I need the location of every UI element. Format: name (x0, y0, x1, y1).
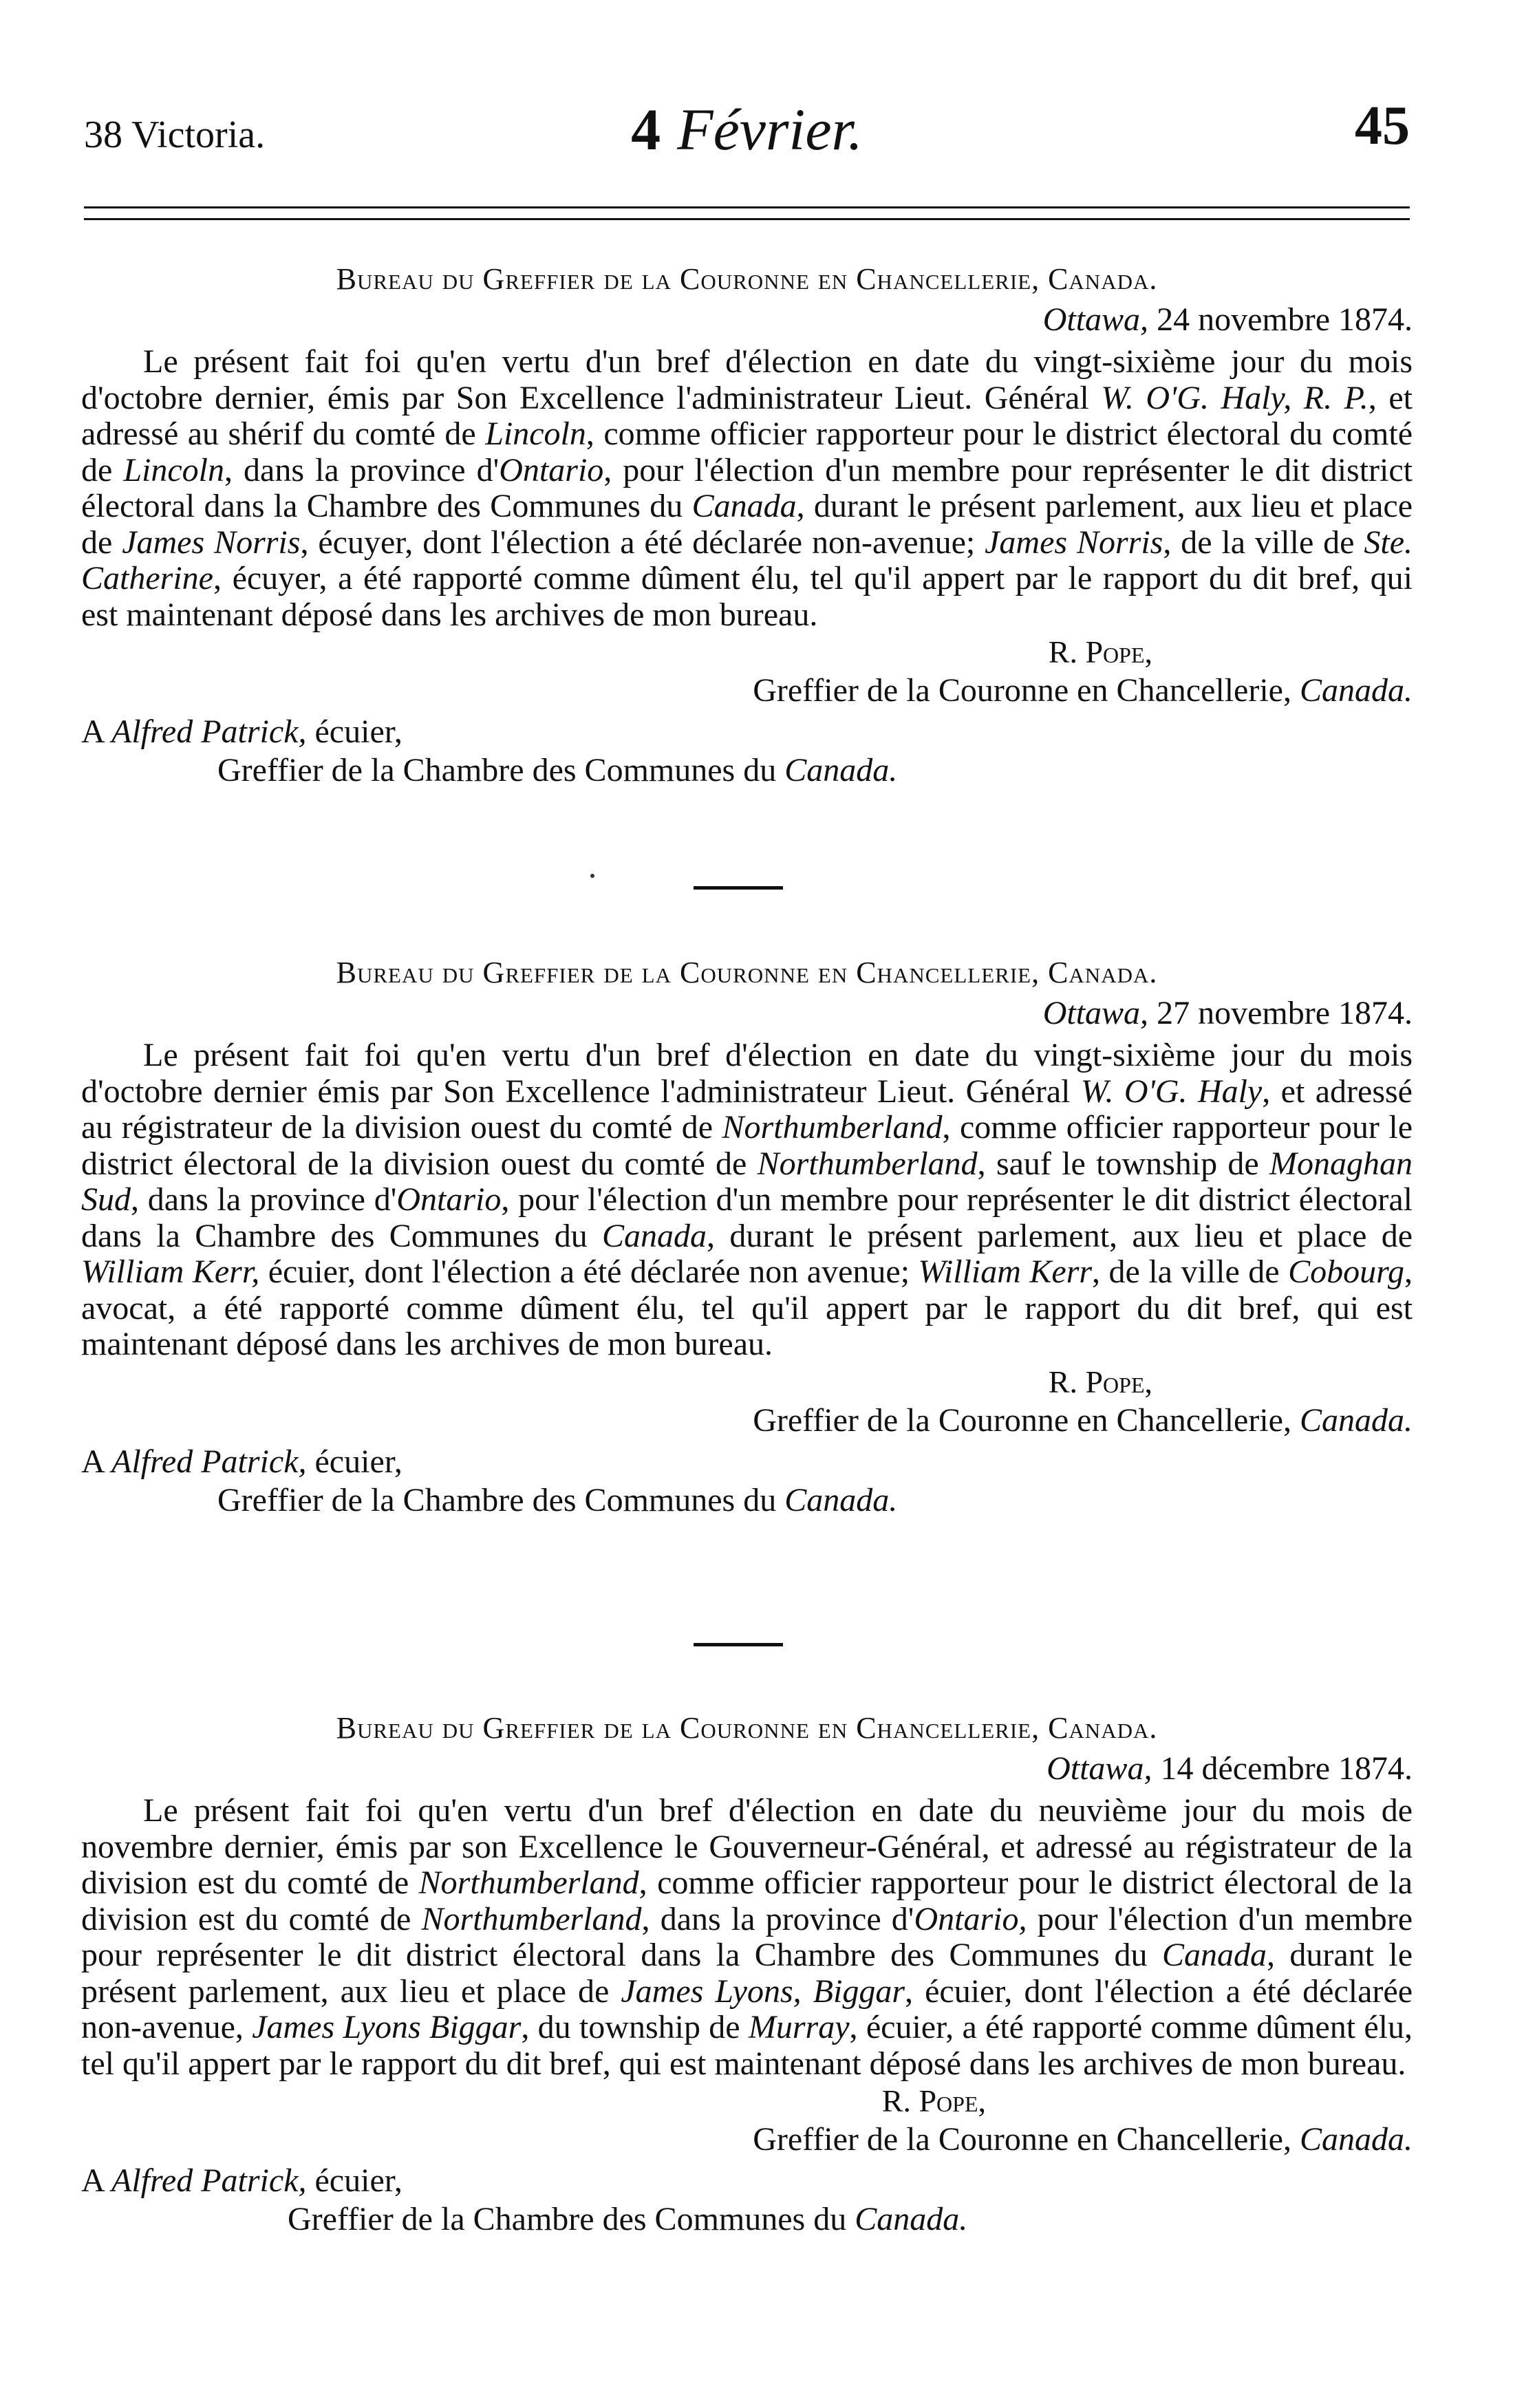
header-rule (84, 206, 1410, 220)
signatory-title (81, 1401, 1413, 1440)
addressee (81, 2162, 1413, 2200)
session-label: 38 Victoria. (84, 114, 266, 156)
notice (81, 955, 1413, 1520)
addressee-role (81, 751, 1413, 790)
addressee-role-text: Greffier de la Chambre des Communes du (217, 752, 785, 788)
addressee-role-text: Greffier de la Chambre des Communes du (288, 2201, 855, 2237)
italic-run: Cobourg (1288, 1254, 1404, 1290)
italic-run: Monaghan Sud (81, 1145, 1413, 1218)
addressee-title: écuier, (306, 2162, 403, 2199)
addressee-role-country: Canada. (855, 2201, 968, 2237)
addressee-name: Alfred Patrick, (111, 713, 307, 750)
italic-run: James Lyons, Biggar (621, 1972, 905, 2010)
signatory-title-text: Greffier de la Couronne en Chancellerie, (753, 672, 1300, 709)
addressee-name: Alfred Patrick, (111, 1443, 307, 1480)
section-separator (694, 886, 783, 890)
addressee-prefix: A (81, 713, 112, 750)
addressee-role (81, 1481, 1413, 1520)
running-head (84, 81, 1410, 162)
section-separator (694, 1643, 783, 1646)
italic-run: James Lyons Biggar (252, 2009, 522, 2045)
page-date (84, 95, 1410, 164)
italic-run: Ontario (499, 451, 604, 488)
signatory-title-text: Greffier de la Couronne en Chancellerie, (753, 2121, 1300, 2158)
page-number: 45 (1355, 96, 1410, 156)
print-speck (590, 874, 594, 878)
notice (81, 261, 1413, 790)
signatory-title (81, 2120, 1413, 2159)
date-city: Ottawa, (1042, 995, 1149, 1031)
date-day: 4 (631, 96, 661, 162)
addressee-role-country: Canada. (784, 1481, 898, 1518)
italic-run: James Norris (122, 524, 301, 561)
italic-run: Ontario (396, 1181, 502, 1218)
signatory-title-country: Canada. (1299, 1401, 1413, 1439)
addressee (81, 1443, 1413, 1481)
notice-date (81, 994, 1413, 1032)
addressee-role (81, 2200, 1413, 2239)
signatory-name: R. Pope, (881, 2083, 986, 2118)
italic-run: Lincoln (123, 451, 224, 488)
italic-run: W. O'G. Haly, R. P. (1101, 379, 1369, 416)
signatory-title-country: Canada. (1299, 2121, 1413, 2158)
addressee-prefix: A (81, 2162, 112, 2199)
notice-date (81, 301, 1413, 338)
italic-run: Northumberland (722, 1109, 943, 1146)
addressee-name: Alfred Patrick, (111, 2162, 307, 2199)
italic-run: Ste. Catherine (81, 524, 1413, 596)
italic-run: Northumberland (421, 1900, 642, 1937)
addressee (81, 713, 1413, 751)
notice-body: Le présent fait foi qu'en vertu d'un bref d'élection en date du vingt-sixième jour du mois d'octobre dernier, émis par Son Excellence l'administrateur Lieut. Général W. O'G. Haly, R. P., et adressé au shérif du comté de Lincoln, comme officier rapporteur pour le district électoral du comté de Lincoln, dans la province d'Ontario, pour l'élection d'un membre pour représenter le dit district électoral dans la Chambre des Communes du Canada, durant le présent parlement, aux lieu et place de James Norris, écuyer, dont l'élection a été déclarée non-avenue; James Norris, de la ville de Ste. Catherine, écuyer, a été rapporté comme dûment élu, tel qu'il appert par le rapport du dit bref, qui est maintenant déposé dans les archives de mon bureau. (81, 343, 1413, 633)
italic-run: James Norris (985, 524, 1163, 561)
italic-run: Canada (602, 1217, 707, 1254)
notice-heading: Bureau du Greffier de la Couronne en Chancellerie, Canada. (336, 1711, 1158, 1745)
date-text: 27 novembre 1874. (1148, 995, 1413, 1031)
addressee-title: écuier, (306, 1443, 403, 1480)
date-city: Ottawa, (1047, 1750, 1152, 1787)
addressee-role-text: Greffier de la Chambre des Communes du (217, 1481, 785, 1518)
italic-run: Canada (691, 488, 797, 524)
italic-run: William Kerr, (81, 1254, 260, 1290)
date-city: Ottawa, (1042, 301, 1149, 338)
italic-run: William Kerr (918, 1254, 1093, 1290)
italic-run: Lincoln (485, 416, 586, 452)
italic-run: Ontario, (914, 1900, 1027, 1937)
signatory-name: R. Pope, (1048, 634, 1152, 669)
italic-run: Murray (748, 2009, 850, 2045)
notice-heading: Bureau du Greffier de la Couronne en Chancellerie, Canada. (336, 956, 1158, 989)
italic-run: W. O'G. Haly (1080, 1073, 1263, 1110)
signatory-title-text: Greffier de la Couronne en Chancellerie, (753, 1401, 1300, 1439)
addressee-title: écuier, (306, 713, 403, 750)
addressee-role-country: Canada. (784, 752, 898, 788)
date-text: 14 décembre 1874. (1152, 1750, 1413, 1787)
date-month: Février. (677, 96, 863, 162)
italic-run: Canada (1161, 1937, 1267, 1973)
signatory-name: R. Pope, (1048, 1364, 1152, 1399)
notice-heading: Bureau du Greffier de la Couronne en Chancellerie, Canada. (336, 262, 1158, 296)
italic-run: Northumberland (418, 1864, 639, 1901)
italic-run: Northumberland (757, 1145, 978, 1182)
addressee-prefix: A (81, 1443, 112, 1480)
notice (81, 1710, 1413, 2239)
date-text: 24 novembre 1874. (1148, 301, 1413, 338)
notice-body: Le présent fait foi qu'en vertu d'un bref d'élection en date du vingt-sixième jour du mois d'octobre dernier émis par Son Excellence l'administrateur Lieut. Général W. O'G. Haly, et adressé au régistrateur de la division ouest du comté de Northumberland, comme officier rapporteur pour le district électoral de la division ouest du comté de Northumberland, sauf le township de Monaghan Sud, dans la province d'Ontario, pour l'élection d'un membre pour représenter le dit district électoral dans la Chambre des Communes du Canada, durant le présent parlement, aux lieu et place de William Kerr, écuier, dont l'élection a été déclarée non avenue; William Kerr, de la ville de Cobourg, avocat, a été rapporté comme dûment élu, tel qu'il appert par le rapport du dit bref, qui est maintenant déposé dans les archives de mon bureau. (81, 1037, 1413, 1362)
signatory-title (81, 671, 1413, 710)
signatory-title-country: Canada. (1299, 672, 1413, 709)
notice-date (81, 1750, 1413, 1787)
notice-body: Le présent fait foi qu'en vertu d'un bref d'élection en date du neuvième jour du mois de novembre dernier, émis par son Excellence le Gouverneur-Général, et adressé au régistrateur de la division est du comté de Northumberland, comme officier rapporteur pour le district électoral de la division est du comté de Northumberland, dans la province d'Ontario, pour l'élection d'un membre pour représenter le dit district électoral dans la Chambre des Communes du Canada, durant le présent parlement, aux lieu et place de James Lyons, Biggar, écuier, dont l'élection a été déclarée non-avenue, James Lyons Biggar, du township de Murray, écuier, a été rapporté comme dûment élu, tel qu'il appert par le rapport du dit bref, qui est maintenant déposé dans les archives de mon bureau. (81, 1792, 1413, 2082)
